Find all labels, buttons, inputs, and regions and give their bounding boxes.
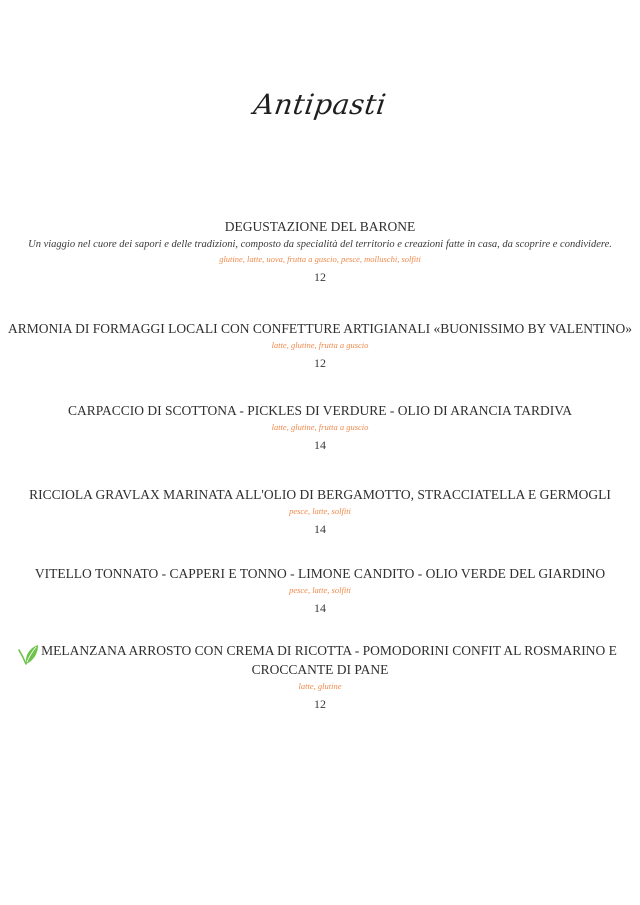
dish-price: 14	[314, 522, 326, 536]
dish-price: 12	[314, 697, 326, 711]
menu-item-armonia-formaggi	[0, 319, 640, 371]
menu-item-melanzana	[0, 641, 640, 712]
menu-item-ricciola	[0, 485, 640, 537]
dish-name: VITELLO TONNATO - CAPPERI E TONNO - LIMONE CANDITO - OLIO VERDE DEL GIARDINO	[34, 566, 606, 581]
menu-item-degustazione	[0, 217, 640, 285]
dish-price: 14	[314, 438, 326, 452]
dish-allergens: glutine, latte, uova, frutta a guscio, pesce, molluschi, solfiti	[219, 254, 421, 264]
dish-allergens: latte, glutine, frutta a guscio	[271, 422, 369, 432]
dish-description: Un viaggio nel cuore dei sapori e delle tradizioni, composto da specialità del territorio e creazioni fatte in casa, da scoprire e condividere.	[28, 239, 612, 250]
dish-name: MELANZANA ARROSTO CON CREMA DI RICOTTA - POMODORINI CONFIT AL ROSMARINO E CROCCANTE DI PANE	[41, 643, 617, 677]
dish-name: ARMONIA DI FORMAGGI LOCALI CON CONFETTURE ARTIGIANALI «BUONISSIMO BY VALENTINO»	[7, 321, 633, 336]
dish-price: 12	[314, 356, 326, 370]
dish-allergens: latte, glutine, frutta a guscio	[271, 340, 369, 350]
dish-name: CARPACCIO DI SCOTTONA - PICKLES DI VERDURE - OLIO DI ARANCIA TARDIVA	[67, 403, 573, 418]
section-title: Antipasti	[251, 88, 389, 121]
dish-name: RICCIOLA GRAVLAX MARINATA ALL'OLIO DI BERGAMOTTO, STRACCIATELLA E GERMOGLI	[29, 487, 611, 502]
dish-allergens: pesce, latte, solfiti	[289, 585, 351, 595]
dish-price: 12	[314, 270, 326, 284]
dish-name: DEGUSTAZIONE DEL BARONE	[224, 219, 416, 234]
dish-price: 14	[314, 601, 326, 615]
menu-item-carpaccio	[0, 401, 640, 453]
menu-item-vitello-tonnato	[0, 564, 640, 616]
dish-allergens: latte, glutine	[298, 681, 342, 691]
dish-allergens: pesce, latte, solfiti	[289, 506, 351, 516]
